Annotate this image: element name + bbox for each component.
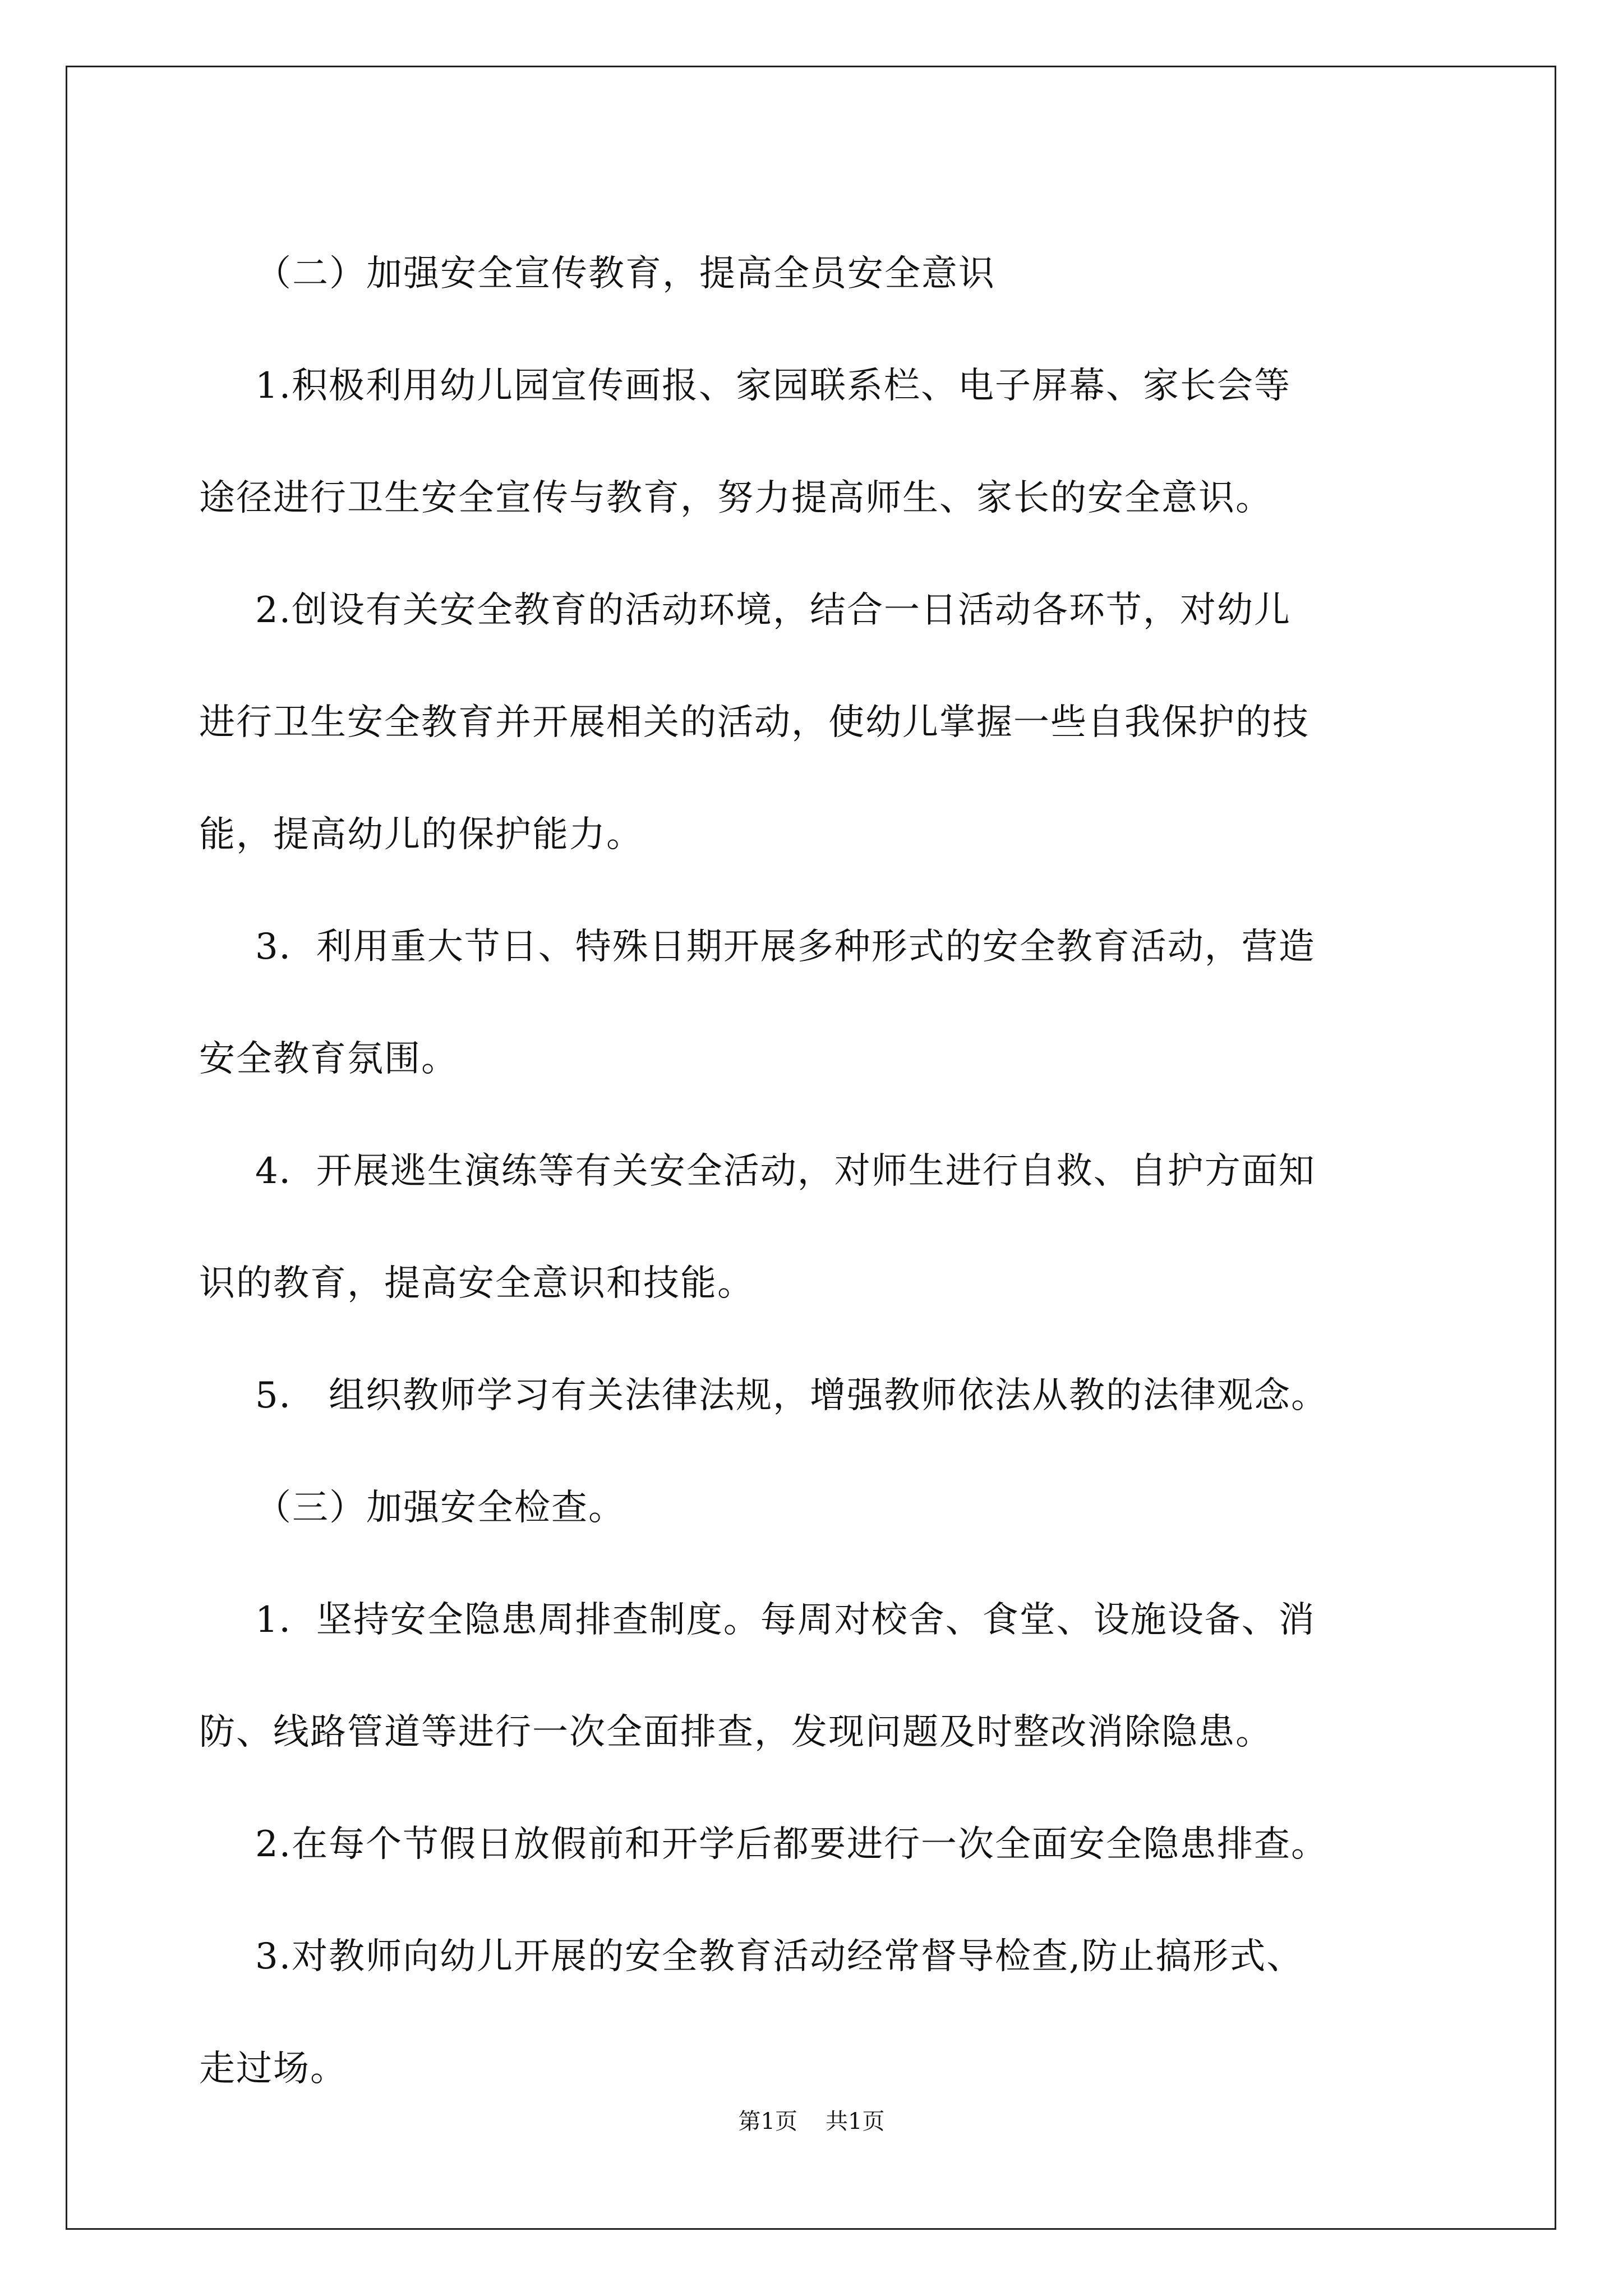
paragraph-line: 3.对教师向幼儿开展的安全教育活动经常督导检查,防止搞形式、 bbox=[255, 1936, 1304, 1977]
page-number: 第1页 bbox=[738, 2109, 797, 2134]
paragraph-line: 1.积极利用幼儿园宣传画报、家园联系栏、电子屏幕、家长会等 bbox=[255, 365, 1292, 407]
paragraph-line: 2.创设有关安全教育的活动环境，结合一日活动各环节，对幼儿 bbox=[255, 590, 1292, 631]
paragraph-line: 1．坚持安全隐患周排查制度。每周对校舍、食堂、设施设备、消 bbox=[255, 1599, 1316, 1641]
page-footer bbox=[0, 2104, 1623, 2136]
paragraph-line: 2.在每个节假日放假前和开学后都要进行一次全面安全隐患排查。 bbox=[255, 1824, 1329, 1865]
paragraph-line: 进行卫生安全教育并开展相关的活动，使幼儿掌握一些自我保护的技 bbox=[199, 702, 1310, 743]
paragraph-line: 能，提高幼儿的保护能力。 bbox=[199, 814, 643, 855]
total-pages: 共1页 bbox=[826, 2109, 885, 2134]
paragraph-line: 5． 组织教师学习有关法律法规，增强教师依法从教的法律观念。 bbox=[255, 1375, 1329, 1416]
paragraph-line: 走过场。 bbox=[199, 2048, 347, 2090]
paragraph-line: 3．利用重大节日、特殊日期开展多种形式的安全教育活动，营造 bbox=[255, 926, 1316, 968]
document-body bbox=[199, 218, 1433, 2125]
section-heading-3: （三）加强安全检查。 bbox=[255, 1487, 625, 1529]
paragraph-line: 识的教育，提高安全意识和技能。 bbox=[199, 1263, 754, 1304]
paragraph-line: 4．开展逃生演练等有关安全活动，对师生进行自救、自护方面知 bbox=[255, 1151, 1316, 1192]
paragraph-line: 途径进行卫生安全宣传与教育，努力提高师生、家长的安全意识。 bbox=[199, 477, 1272, 519]
section-heading-2: （二）加强安全宣传教育，提高全员安全意识 bbox=[255, 253, 995, 295]
paragraph-line: 防、线路管道等进行一次全面排查，发现问题及时整改消除隐患。 bbox=[199, 1711, 1272, 1753]
paragraph-line: 安全教育氛围。 bbox=[199, 1038, 458, 1080]
